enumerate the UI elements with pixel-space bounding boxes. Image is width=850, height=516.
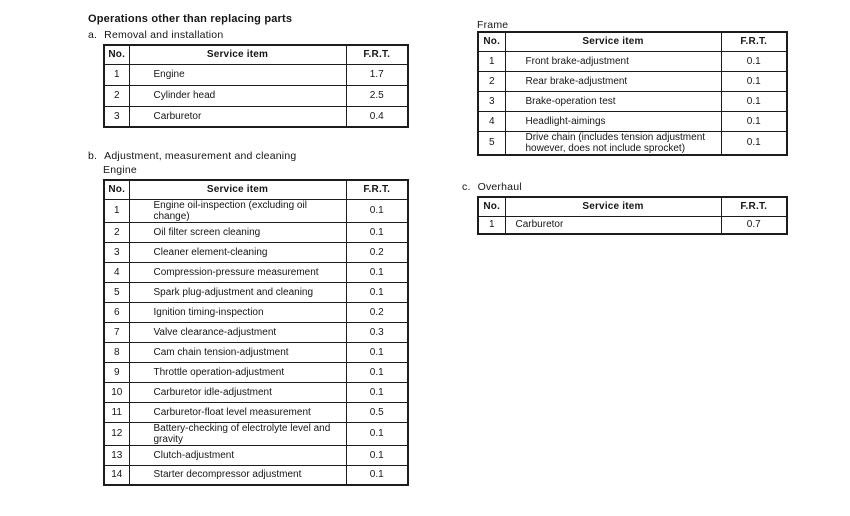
- frt-cell: 2.5: [346, 85, 408, 106]
- row-number-cell: 3: [104, 242, 129, 262]
- service-item-cell: Cam chain tension-adjustment: [129, 342, 346, 362]
- table-header-row: [478, 32, 787, 51]
- frt-cell: 0.1: [346, 199, 408, 222]
- service-item-cell: Carburetor: [505, 216, 721, 234]
- column-header: Service item: [129, 180, 346, 199]
- service-item-cell: Carburetor idle-adjustment: [129, 382, 346, 402]
- frt-cell: 0.1: [346, 362, 408, 382]
- section-b-text: Adjustment, measurement and cleaning: [104, 150, 297, 162]
- table-row: [104, 106, 408, 127]
- service-item-cell: Brake-operation test: [505, 91, 721, 111]
- table-row: [478, 216, 787, 234]
- frt-cell: 0.1: [721, 71, 787, 91]
- table-header-row: [104, 180, 408, 199]
- row-number-cell: 2: [478, 71, 505, 91]
- table-row: [478, 91, 787, 111]
- adjustment-measurement-cleaning-table: [103, 179, 409, 486]
- section-b-prefix: b.: [88, 150, 98, 162]
- row-number-cell: 11: [104, 402, 129, 422]
- row-number-cell: 1: [478, 51, 505, 71]
- table-row: [104, 222, 408, 242]
- engine-sublabel: Engine: [103, 164, 137, 176]
- service-item-cell: Throttle operation-adjustment: [129, 362, 346, 382]
- frt-cell: 0.1: [721, 111, 787, 131]
- table-row: [104, 199, 408, 222]
- table-row: [478, 51, 787, 71]
- service-item-cell: Ignition timing-inspection: [129, 302, 346, 322]
- row-number-cell: 12: [104, 422, 129, 445]
- row-number-cell: 3: [104, 106, 129, 127]
- section-c-prefix: c.: [462, 181, 471, 193]
- table-row: [104, 445, 408, 465]
- frt-cell: 0.1: [346, 342, 408, 362]
- column-header: F.R.T.: [721, 32, 787, 51]
- column-header: F.R.T.: [721, 197, 787, 216]
- frt-cell: 0.4: [346, 106, 408, 127]
- row-number-cell: 10: [104, 382, 129, 402]
- table-header-row: [104, 45, 408, 64]
- overhaul-table: [477, 196, 788, 235]
- row-number-cell: 1: [104, 64, 129, 85]
- row-number-cell: 13: [104, 445, 129, 465]
- service-item-cell: Rear brake-adjustment: [505, 71, 721, 91]
- row-number-cell: 1: [104, 199, 129, 222]
- table-row: [104, 322, 408, 342]
- section-b-label: [88, 150, 296, 162]
- frt-cell: 0.1: [721, 131, 787, 155]
- frt-cell: 0.1: [346, 262, 408, 282]
- row-number-cell: 1: [478, 216, 505, 234]
- service-item-cell: Battery-checking of electrolyte level and gravity: [129, 422, 346, 445]
- column-header: Service item: [505, 197, 721, 216]
- row-number-cell: 6: [104, 302, 129, 322]
- table-row: [104, 342, 408, 362]
- frame-table: [477, 31, 788, 156]
- frt-cell: 0.1: [721, 91, 787, 111]
- frt-cell: 0.7: [721, 216, 787, 234]
- row-number-cell: 2: [104, 222, 129, 242]
- table-header-row: [478, 197, 787, 216]
- row-number-cell: 14: [104, 465, 129, 485]
- service-item-cell: Engine oil-inspection (excluding oil change): [129, 199, 346, 222]
- row-number-cell: 5: [104, 282, 129, 302]
- table-row: [478, 131, 787, 155]
- table-row: [478, 71, 787, 91]
- column-header: No.: [478, 32, 505, 51]
- section-a-label: [88, 29, 223, 41]
- frt-cell: 0.1: [346, 282, 408, 302]
- service-item-cell: Valve clearance-adjustment: [129, 322, 346, 342]
- service-item-cell: Clutch-adjustment: [129, 445, 346, 465]
- service-item-cell: Compression-pressure measurement: [129, 262, 346, 282]
- row-number-cell: 8: [104, 342, 129, 362]
- service-item-cell: Carburetor: [129, 106, 346, 127]
- service-item-cell: Headlight-aimings: [505, 111, 721, 131]
- row-number-cell: 4: [478, 111, 505, 131]
- frt-cell: 0.5: [346, 402, 408, 422]
- table-row: [478, 111, 787, 131]
- row-number-cell: 7: [104, 322, 129, 342]
- row-number-cell: 5: [478, 131, 505, 155]
- removal-installation-table: [103, 44, 409, 128]
- service-item-cell: Drive chain (includes tension adjustment however, does not include sprocket): [505, 131, 721, 155]
- table-row: [104, 302, 408, 322]
- column-header: No.: [104, 180, 129, 199]
- row-number-cell: 4: [104, 262, 129, 282]
- service-item-cell: Oil filter screen cleaning: [129, 222, 346, 242]
- table-row: [104, 402, 408, 422]
- table-row: [104, 362, 408, 382]
- table-row: [104, 85, 408, 106]
- frt-cell: 0.1: [346, 445, 408, 465]
- service-item-cell: Spark plug-adjustment and cleaning: [129, 282, 346, 302]
- frt-cell: 0.2: [346, 302, 408, 322]
- table-row: [104, 422, 408, 445]
- section-c-label: [462, 181, 522, 193]
- frt-cell: 0.1: [721, 51, 787, 71]
- frt-cell: 0.1: [346, 422, 408, 445]
- table-row: [104, 465, 408, 485]
- column-header: No.: [478, 197, 505, 216]
- table-row: [104, 64, 408, 85]
- row-number-cell: 3: [478, 91, 505, 111]
- section-a-prefix: a.: [88, 29, 98, 41]
- service-item-cell: Carburetor-float level measurement: [129, 402, 346, 422]
- frt-cell: 0.3: [346, 322, 408, 342]
- frt-cell: 0.1: [346, 222, 408, 242]
- column-header: Service item: [129, 45, 346, 64]
- frt-cell: 0.1: [346, 465, 408, 485]
- frame-label: Frame: [477, 19, 509, 31]
- frt-cell: 1.7: [346, 64, 408, 85]
- column-header: F.R.T.: [346, 180, 408, 199]
- service-item-cell: Cylinder head: [129, 85, 346, 106]
- service-item-cell: Cleaner element-cleaning: [129, 242, 346, 262]
- table-row: [104, 242, 408, 262]
- frt-cell: 0.1: [346, 382, 408, 402]
- column-header: Service item: [505, 32, 721, 51]
- service-item-cell: Engine: [129, 64, 346, 85]
- table-row: [104, 262, 408, 282]
- row-number-cell: 2: [104, 85, 129, 106]
- row-number-cell: 9: [104, 362, 129, 382]
- section-a-text: Removal and installation: [104, 29, 224, 41]
- table-row: [104, 382, 408, 402]
- frt-cell: 0.2: [346, 242, 408, 262]
- section-c-text: Overhaul: [477, 181, 522, 193]
- document-title: Operations other than replacing parts: [88, 13, 293, 25]
- table-row: [104, 282, 408, 302]
- service-item-cell: Starter decompressor adjustment: [129, 465, 346, 485]
- service-item-cell: Front brake-adjustment: [505, 51, 721, 71]
- column-header: F.R.T.: [346, 45, 408, 64]
- column-header: No.: [104, 45, 129, 64]
